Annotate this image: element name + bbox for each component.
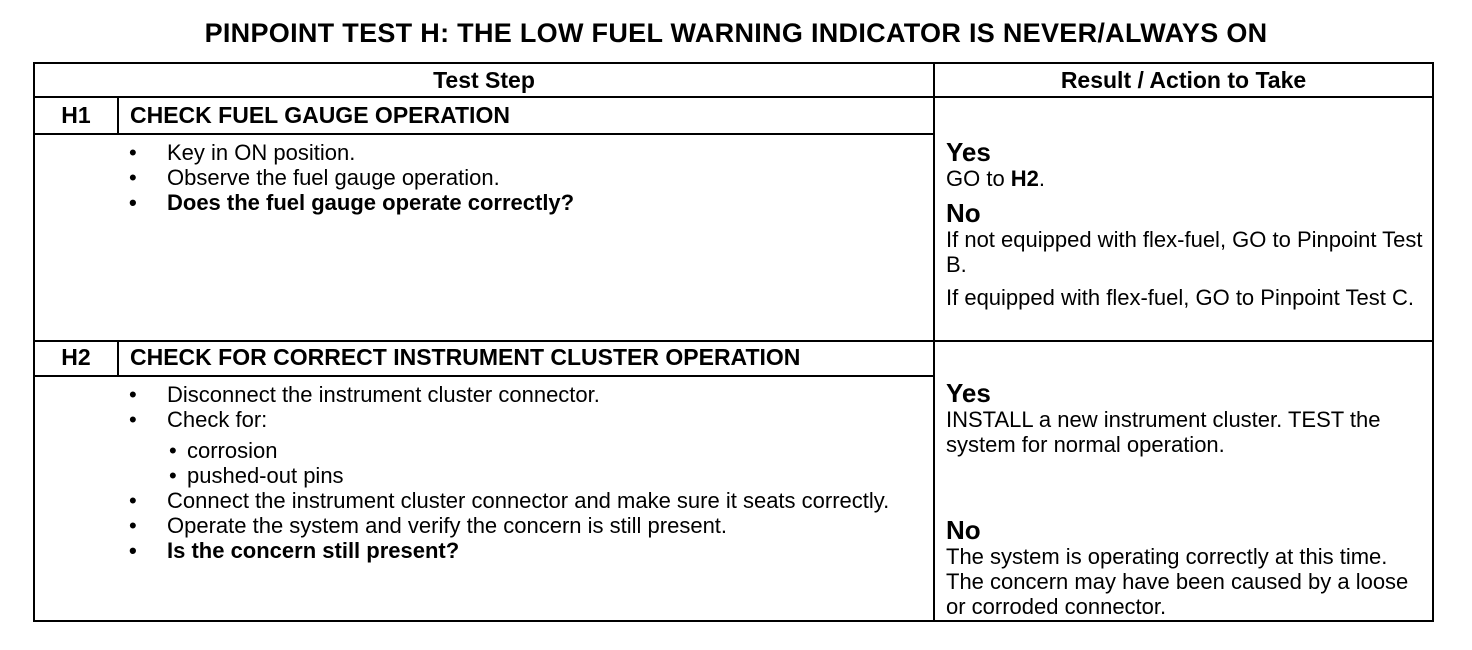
page-title: PINPOINT TEST H: THE LOW FUEL WARNING INDICATOR IS NEVER/ALWAYS ON [204, 18, 1268, 48]
table-header-row [35, 64, 1432, 98]
step-title-h2: CHECK FOR CORRECT INSTRUMENT CLUSTER OPERATION [130, 344, 801, 370]
list-item: • Disconnect the instrument cluster connector. [129, 382, 600, 407]
result-no-text: The system is operating correctly at this time. The concern may have been caused by a loose or corroded connector. [946, 544, 1409, 619]
list-item: • Operate the system and verify the concern is still present. [129, 513, 728, 538]
step-title-h1: CHECK FUEL GAUGE OPERATION [130, 102, 510, 128]
list-item: • Observe the fuel gauge operation. [129, 165, 500, 190]
pinpoint-test-table [33, 62, 1434, 622]
step-h2-result-no [946, 516, 1426, 619]
column-header-result-action: Result / Action to Take [1060, 67, 1307, 93]
result-no-label: No [946, 198, 981, 228]
step-h2-instructions [125, 382, 925, 563]
sub-list-item: • corrosion [169, 438, 278, 463]
column-header-test-step: Test Step [433, 67, 535, 93]
list-item: • Connect the instrument cluster connector and make sure it seats correctly. [129, 488, 890, 513]
result-no-label: No [946, 515, 981, 545]
result-yes-label: Yes [946, 378, 991, 408]
result-yes-text: INSTALL a new instrument cluster. TEST the system for normal operation. [946, 407, 1381, 457]
list-item-question: • Is the concern still present? [129, 538, 460, 563]
step-title-divider [35, 375, 933, 377]
step-id-divider [117, 340, 119, 375]
step-h2-result-yes [946, 379, 1426, 457]
row-divider [35, 340, 1432, 342]
step-title-divider [35, 133, 933, 135]
list-item-question: • Does the fuel gauge operate correctly? [129, 190, 575, 215]
step-id-divider [117, 98, 119, 133]
column-divider [933, 64, 935, 620]
sub-list-item: • pushed-out pins [169, 463, 344, 488]
step-id-h2: H2 [61, 344, 91, 370]
list-item: • Key in ON position. [129, 140, 356, 165]
step-h1-result [946, 138, 1426, 310]
list-item: • Check for: [129, 407, 268, 432]
step-id-h1: H1 [61, 102, 91, 128]
result-yes-text: GO to H2. [946, 166, 1046, 191]
step-h1-instructions [125, 140, 925, 215]
result-no-text-alt: If equipped with flex-fuel, GO to Pinpoint Test C. [946, 285, 1414, 310]
result-no-text: If not equipped with flex-fuel, GO to Pinpoint Test B. [946, 227, 1423, 277]
result-yes-label: Yes [946, 137, 991, 167]
